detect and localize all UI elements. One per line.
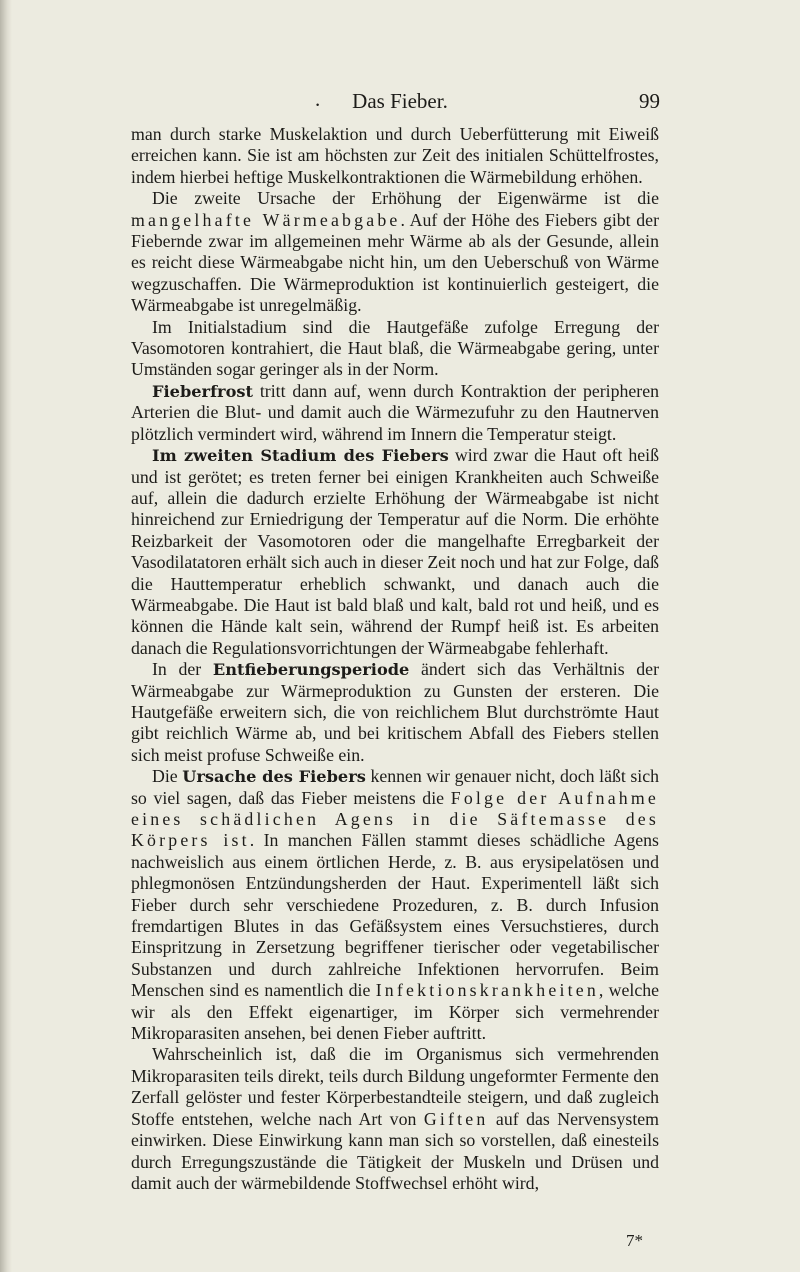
- body-text: [131, 124, 659, 1194]
- text-run: Im Initialstadium sind die Hautgefäße zufolge Erregung der Vasomotoren kontrahiert, die Haut blaß, die Wärmeabgabe gering, unter Umständen sogar geringer als in der Norm.: [131, 316, 659, 380]
- heading-bold: Fieberfrost: [152, 381, 253, 401]
- emphasis-spaced: Infektionskrankheiten: [375, 980, 599, 1001]
- paragraph: [131, 445, 659, 659]
- text-run: auf das Nervensystem einwirken. Diese Einwirkung kann man sich so vorstellen, daß einesteils durch Erregungszustände die Tätigkeit der Muskeln und Drüsen und damit auch der wärmebildende Stoffwechsel erhöht wird,: [131, 1108, 659, 1193]
- emphasis-spaced: Giften: [423, 1108, 489, 1129]
- text-run: wird zwar die Haut oft heiß und ist gerötet; es treten ferner bei einigen Krankheiten auch Schweiße auf, allein die dadurch erzielte Erhöhung der Wärmeabgabe ist nicht hinreichend zur Erniedrigung der Temperatur auf die Norm. Die erhöhte Reizbarkeit der Vasomotoren oder die mangelhafte Erregbarkeit der Vasodilatatoren erhält sich auch in dieser Zeit noch und hat zur Folge, daß die Hauttemperatur erheblich schwankt, und danach auch die Wärmeabgabe. Die Haut ist bald blaß und kalt, bald rot und heiß, und es können die Hände kalt sein, während der Rumpf heiß ist. Es arbeiten danach die Regulationsvorrichtungen der Wärmeabgabe fehlerhaft.: [131, 445, 659, 658]
- paragraph: [131, 188, 659, 316]
- emphasis-spaced: mangelhafte Wärmeabgabe: [131, 209, 401, 230]
- book-spine-shadow: [0, 0, 12, 1272]
- paragraph: [131, 659, 659, 766]
- text-run: In der: [152, 659, 213, 680]
- emphasis-spaced: Folge der Aufnahme eines schädlichen Agens in die Säftemasse des Körpers ist: [131, 787, 660, 851]
- text-run: man durch starke Muskelaktion und durch Ueberfütterung mit Eiweiß erreichen kann. Sie ist am höchsten zur Zeit des initialen Schüttelfrostes, indem hierbei heftige Muskelkontraktionen die Wärmebildung erhöhen.: [131, 124, 659, 187]
- text-run: Die zweite Ursache der Erhöhung der Eigenwärme ist die: [152, 188, 659, 209]
- heading-bold: Ursache des Fiebers: [182, 767, 366, 787]
- text-run: . In manchen Fällen stammt dieses schädliche Agens nachweislich aus einem örtlichen Herde, z. B. aus erysipelatösen und phlegmonösen Entzündungsherden der Haut. Experimentell läßt sich Fieber durch sehr verschiedene Prozeduren, z. B. durch Infusion fremdartigen Blutes in das Gefäßsystem eines Versuchstieres, durch Einspritzung in Zersetzung begriffener tierischer oder vegetabilischer Substanzen und durch zahlreiche Infektionen hervorrufen. Beim Menschen sind es namentlich die: [131, 830, 659, 1001]
- text-run: ändert sich das Verhältnis der Wärmeabgabe zur Wärmeproduktion zu Gunsten der ersteren. Die Hautgefäße erweitern sich, die von reichlichem Blut durchströmte Haut gibt reichlich Wärme ab, und bei kritischem Abfall des Fiebers stellen sich meist profuse Schweiße ein.: [131, 659, 659, 765]
- heading-bold: Im zweiten Stadium des Fiebers: [152, 446, 449, 466]
- paragraph: [131, 124, 659, 188]
- paragraph: [131, 317, 659, 381]
- text-run: Die: [152, 766, 183, 787]
- text-run: Wahrscheinlich ist, daß die im Organismus sich vermehrenden Mikroparasiten teils direkt, teils durch Bildung ungeformter Fermente den Zerfall gelöster und fester Körperbestandteile steigern, und daß zugleich Stoffe entstehen, welche nach Art von: [131, 1044, 659, 1129]
- paragraph: [131, 1044, 659, 1194]
- header-marker: .: [315, 87, 321, 111]
- page-number: 99: [639, 89, 660, 113]
- header-title: Das Fieber.: [352, 89, 448, 113]
- paragraph: [131, 381, 659, 445]
- signature-mark: 7*: [626, 1231, 643, 1250]
- running-header: [130, 88, 660, 114]
- text-run: . Auf der Höhe des Fiebers gibt der Fiebernde zwar im allgemeinen mehr Wärme ab als der Gesunde, allein es reicht diese Wärmeabgabe nicht hin, um den Ueberschuß von Wärme wegzuschaffen. Die Wärmeproduktion ist kontinuierlich gesteigert, die Wärmeabgabe ist unregelmäßig.: [131, 209, 659, 316]
- text-run: kennen wir genauer nicht, doch läßt sich so viel sagen, daß das Fieber meistens die: [131, 766, 660, 808]
- text-run: tritt dann auf, wenn durch Kontraktion der peripheren Arterien die Blut- und damit auch die Wärmezufuhr zu den Hautnerven plötzlich vermindert wird, während im Innern die Temperatur steigt.: [131, 380, 659, 444]
- text-run: , welche wir als den Effekt eigenartiger, im Körper sich vermehrender Mikroparasiten ansehen, bei denen Fieber auftritt.: [131, 980, 659, 1044]
- heading-bold: Entfieberungsperiode: [212, 660, 410, 680]
- paragraph: [131, 766, 659, 1044]
